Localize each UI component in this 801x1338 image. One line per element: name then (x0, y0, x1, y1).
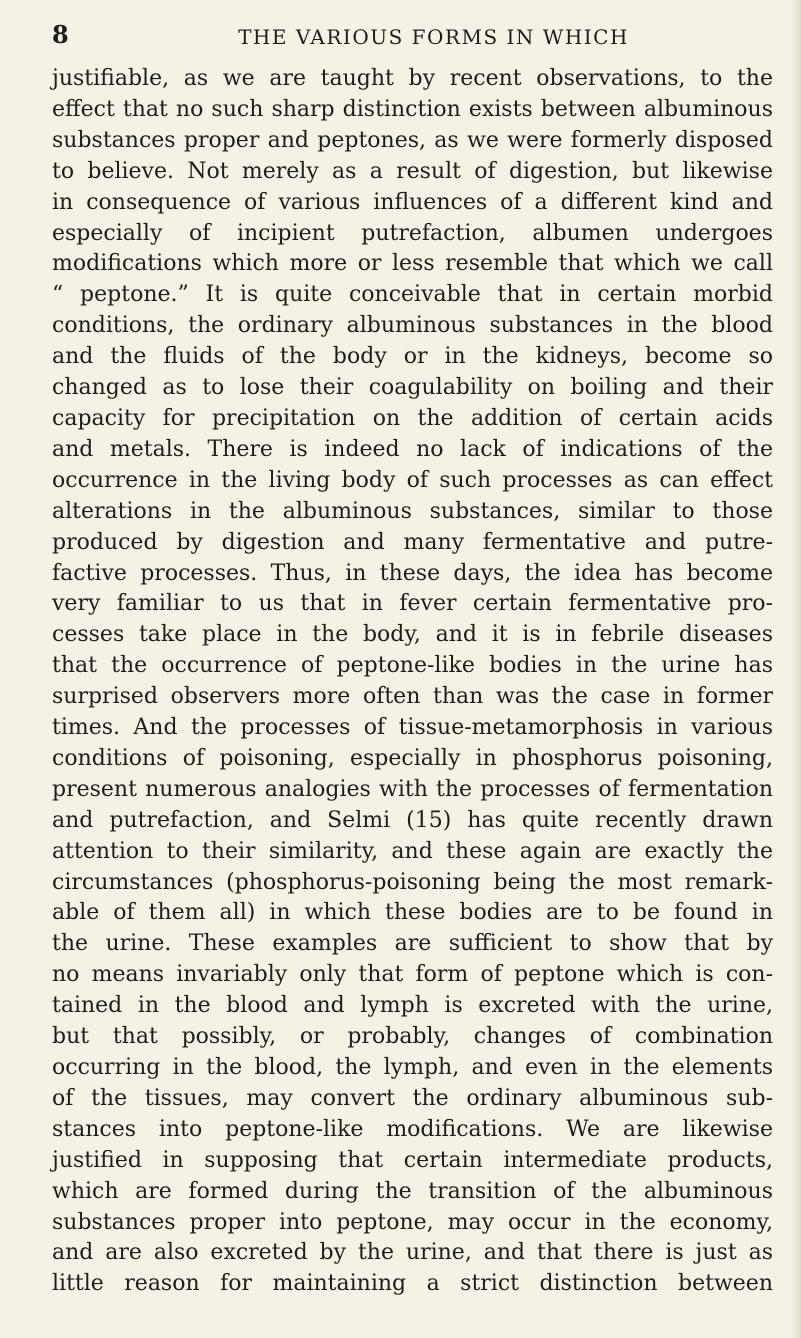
text-line: to believe. Not merely as a result of digestion, but likewise (52, 158, 773, 184)
text-line: cesses take place in the body, and it is in febrile diseases (52, 622, 773, 648)
running-head (52, 20, 777, 56)
text-line: occurring in the blood, the lymph, and even in the elements (52, 1055, 773, 1080)
page-number: 8 (52, 20, 69, 49)
text-line: effect that no such sharp distinction exists between albuminous (52, 96, 773, 122)
text-line: surprised observers more often than was the case in former (52, 684, 773, 710)
text-line: times. And the processes of tissue-metamorphosis in various (52, 715, 773, 741)
text-line: justifiable, as we are taught by recent observations, to the (52, 66, 773, 91)
text-line: very familiar to us that in fever certain fermentative pro- (52, 591, 773, 617)
text-line: especially of incipient putrefaction, albumen undergoes (52, 220, 773, 246)
text-line: justified in supposing that certain intermediate products, (52, 1147, 773, 1173)
running-title: THE VARIOUS FORMS IN WHICH (238, 25, 629, 49)
text-line: that the occurrence of peptone-like bodies in the urine has (52, 653, 773, 679)
text-line: “ peptone.” It is quite conceivable that in certain morbid (52, 282, 773, 308)
text-line: substances proper and peptones, as we were formerly disposed (52, 127, 773, 153)
text-line: conditions, the ordinary albuminous substances in the blood (52, 313, 773, 339)
body-text (52, 64, 773, 1300)
text-line: but that possibly, or probably, changes of combination (52, 1024, 773, 1050)
text-line: present numerous analogies with the processes of fermentation (52, 776, 773, 802)
text-line: conditions of poisoning, especially in phosphorus poisoning, (52, 745, 773, 771)
text-line: the urine. These examples are sufficient to show that by (52, 931, 773, 957)
text-line: and the fluids of the body or in the kidneys, become so (52, 344, 773, 370)
text-line: stances into peptone-like modifications. We are likewise (52, 1116, 773, 1142)
text-line: produced by digestion and many fermentative and putre- (52, 529, 773, 555)
text-line: and putrefaction, and Selmi (15) has quite recently drawn (52, 807, 773, 833)
text-line: in consequence of various influences of a different kind and (52, 189, 773, 215)
text-line: alterations in the albuminous substances, similar to those (52, 498, 773, 524)
text-line: occurrence in the living body of such processes as can effect (52, 467, 773, 493)
text-line: which are formed during the transition of the albuminous (52, 1178, 773, 1204)
text-line: substances proper into peptone, may occur in the economy, (52, 1209, 773, 1235)
page-edge-shadow (791, 0, 801, 1338)
text-line: modifications which more or less resemble that which we call (52, 251, 773, 277)
text-line: attention to their similarity, and these again are exactly the (52, 838, 773, 864)
text-line: little reason for maintaining a strict distinction between (52, 1271, 773, 1297)
text-line: and are also excreted by the urine, and that there is just as (52, 1240, 773, 1266)
text-line: factive processes. Thus, in these days, the idea has become (52, 560, 773, 586)
text-line: tained in the blood and lymph is excreted with the urine, (52, 993, 773, 1019)
text-line: able of them all) in which these bodies are to be found in (52, 900, 773, 926)
text-line: of the tissues, may convert the ordinary albuminous sub- (52, 1085, 773, 1111)
text-line: no means invariably only that form of peptone which is con- (52, 962, 773, 988)
text-line: capacity for precipitation on the addition of certain acids (52, 405, 773, 431)
text-line: changed as to lose their coagulability on boiling and their (52, 375, 773, 401)
text-line: and metals. There is indeed no lack of indications of the (52, 436, 773, 462)
text-line: circumstances (phosphorus-poisoning being the most remark- (52, 869, 773, 895)
